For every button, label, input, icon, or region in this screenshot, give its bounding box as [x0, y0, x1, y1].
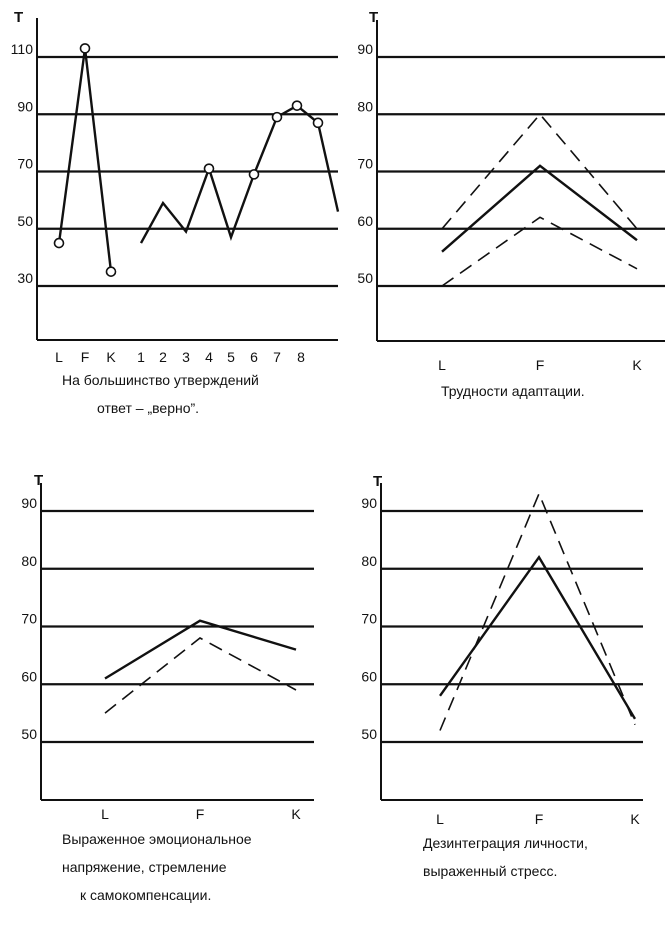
data-point — [293, 101, 302, 110]
x-tick-label: 2 — [159, 349, 167, 365]
x-tick-label: F — [535, 357, 545, 373]
x-tick-label: K — [106, 349, 116, 365]
x-tick-label: L — [438, 357, 446, 373]
y-tick-label: 70 — [21, 610, 37, 627]
x-tick-label: 7 — [273, 349, 281, 365]
x-tick-label: 6 — [250, 349, 258, 365]
chart-caption: Трудности адаптации. — [441, 383, 585, 399]
chart-caption: напряжение, стремление — [62, 859, 227, 875]
series-line-1 — [59, 48, 111, 271]
chart-caption: Выраженное эмоциональное — [62, 831, 252, 847]
x-tick-label: 5 — [227, 349, 235, 365]
y-axis-label: T — [369, 9, 379, 26]
x-tick-label: F — [80, 349, 90, 365]
y-tick-label: 90 — [357, 41, 373, 57]
y-tick-label: 50 — [21, 726, 37, 742]
y-tick-label: 90 — [21, 495, 37, 511]
y-tick-label: 70 — [361, 610, 377, 627]
data-point — [81, 44, 90, 53]
x-tick-label: K — [630, 811, 640, 827]
x-tick-label: L — [101, 806, 109, 822]
y-tick-label: 90 — [361, 495, 377, 511]
y-tick-label: 60 — [357, 212, 373, 229]
data-point — [55, 239, 64, 248]
y-axis-label: T — [373, 473, 383, 490]
series-line-2 — [141, 106, 338, 243]
series-line-2 — [442, 166, 637, 252]
x-tick-label: F — [534, 811, 544, 827]
data-point — [250, 170, 259, 179]
y-tick-label: 30 — [17, 270, 33, 286]
data-point — [107, 267, 116, 276]
x-tick-label: L — [55, 349, 63, 365]
chart-caption: Дезинтеграция личности, — [423, 835, 588, 851]
chart-caption: На большинство утверждений — [62, 372, 259, 388]
x-tick-label: F — [195, 806, 205, 822]
data-point — [314, 118, 323, 127]
chart-1 — [11, 9, 338, 365]
x-tick-label: K — [291, 806, 301, 822]
y-tick-label: 50 — [357, 270, 373, 286]
series-line-2 — [105, 638, 296, 713]
chart-4 — [361, 473, 643, 827]
y-tick-label: 50 — [361, 726, 377, 742]
chart-2 — [357, 9, 665, 373]
chart-caption: к самокомпенсации. — [80, 887, 212, 903]
y-tick-label: 50 — [17, 212, 33, 229]
x-tick-label: 8 — [297, 349, 305, 365]
chart-caption: выраженный стресс. — [423, 863, 558, 879]
y-tick-label: 80 — [357, 98, 373, 115]
data-point — [273, 113, 282, 122]
x-tick-label: K — [632, 357, 642, 373]
series-line-2 — [440, 494, 635, 731]
x-tick-label: 4 — [205, 349, 213, 365]
chart-3 — [21, 472, 314, 822]
y-tick-label: 60 — [361, 668, 377, 685]
series-line-1 — [105, 621, 296, 679]
y-tick-label: 80 — [21, 552, 37, 569]
y-tick-label: 60 — [21, 668, 37, 685]
y-tick-label: 70 — [17, 155, 33, 172]
y-tick-label: 70 — [357, 155, 373, 172]
series-line-1 — [440, 557, 635, 719]
y-axis-label: T — [34, 472, 44, 489]
chart-caption: ответ – „верно”. — [97, 400, 200, 416]
data-point — [205, 164, 214, 173]
y-axis-label: T — [14, 9, 24, 26]
x-tick-label: 1 — [137, 349, 145, 365]
x-tick-label: L — [436, 811, 444, 827]
x-tick-label: 3 — [182, 349, 190, 365]
y-tick-label: 90 — [17, 98, 33, 115]
y-tick-label: 80 — [361, 552, 377, 569]
y-tick-label: 110 — [10, 41, 33, 57]
